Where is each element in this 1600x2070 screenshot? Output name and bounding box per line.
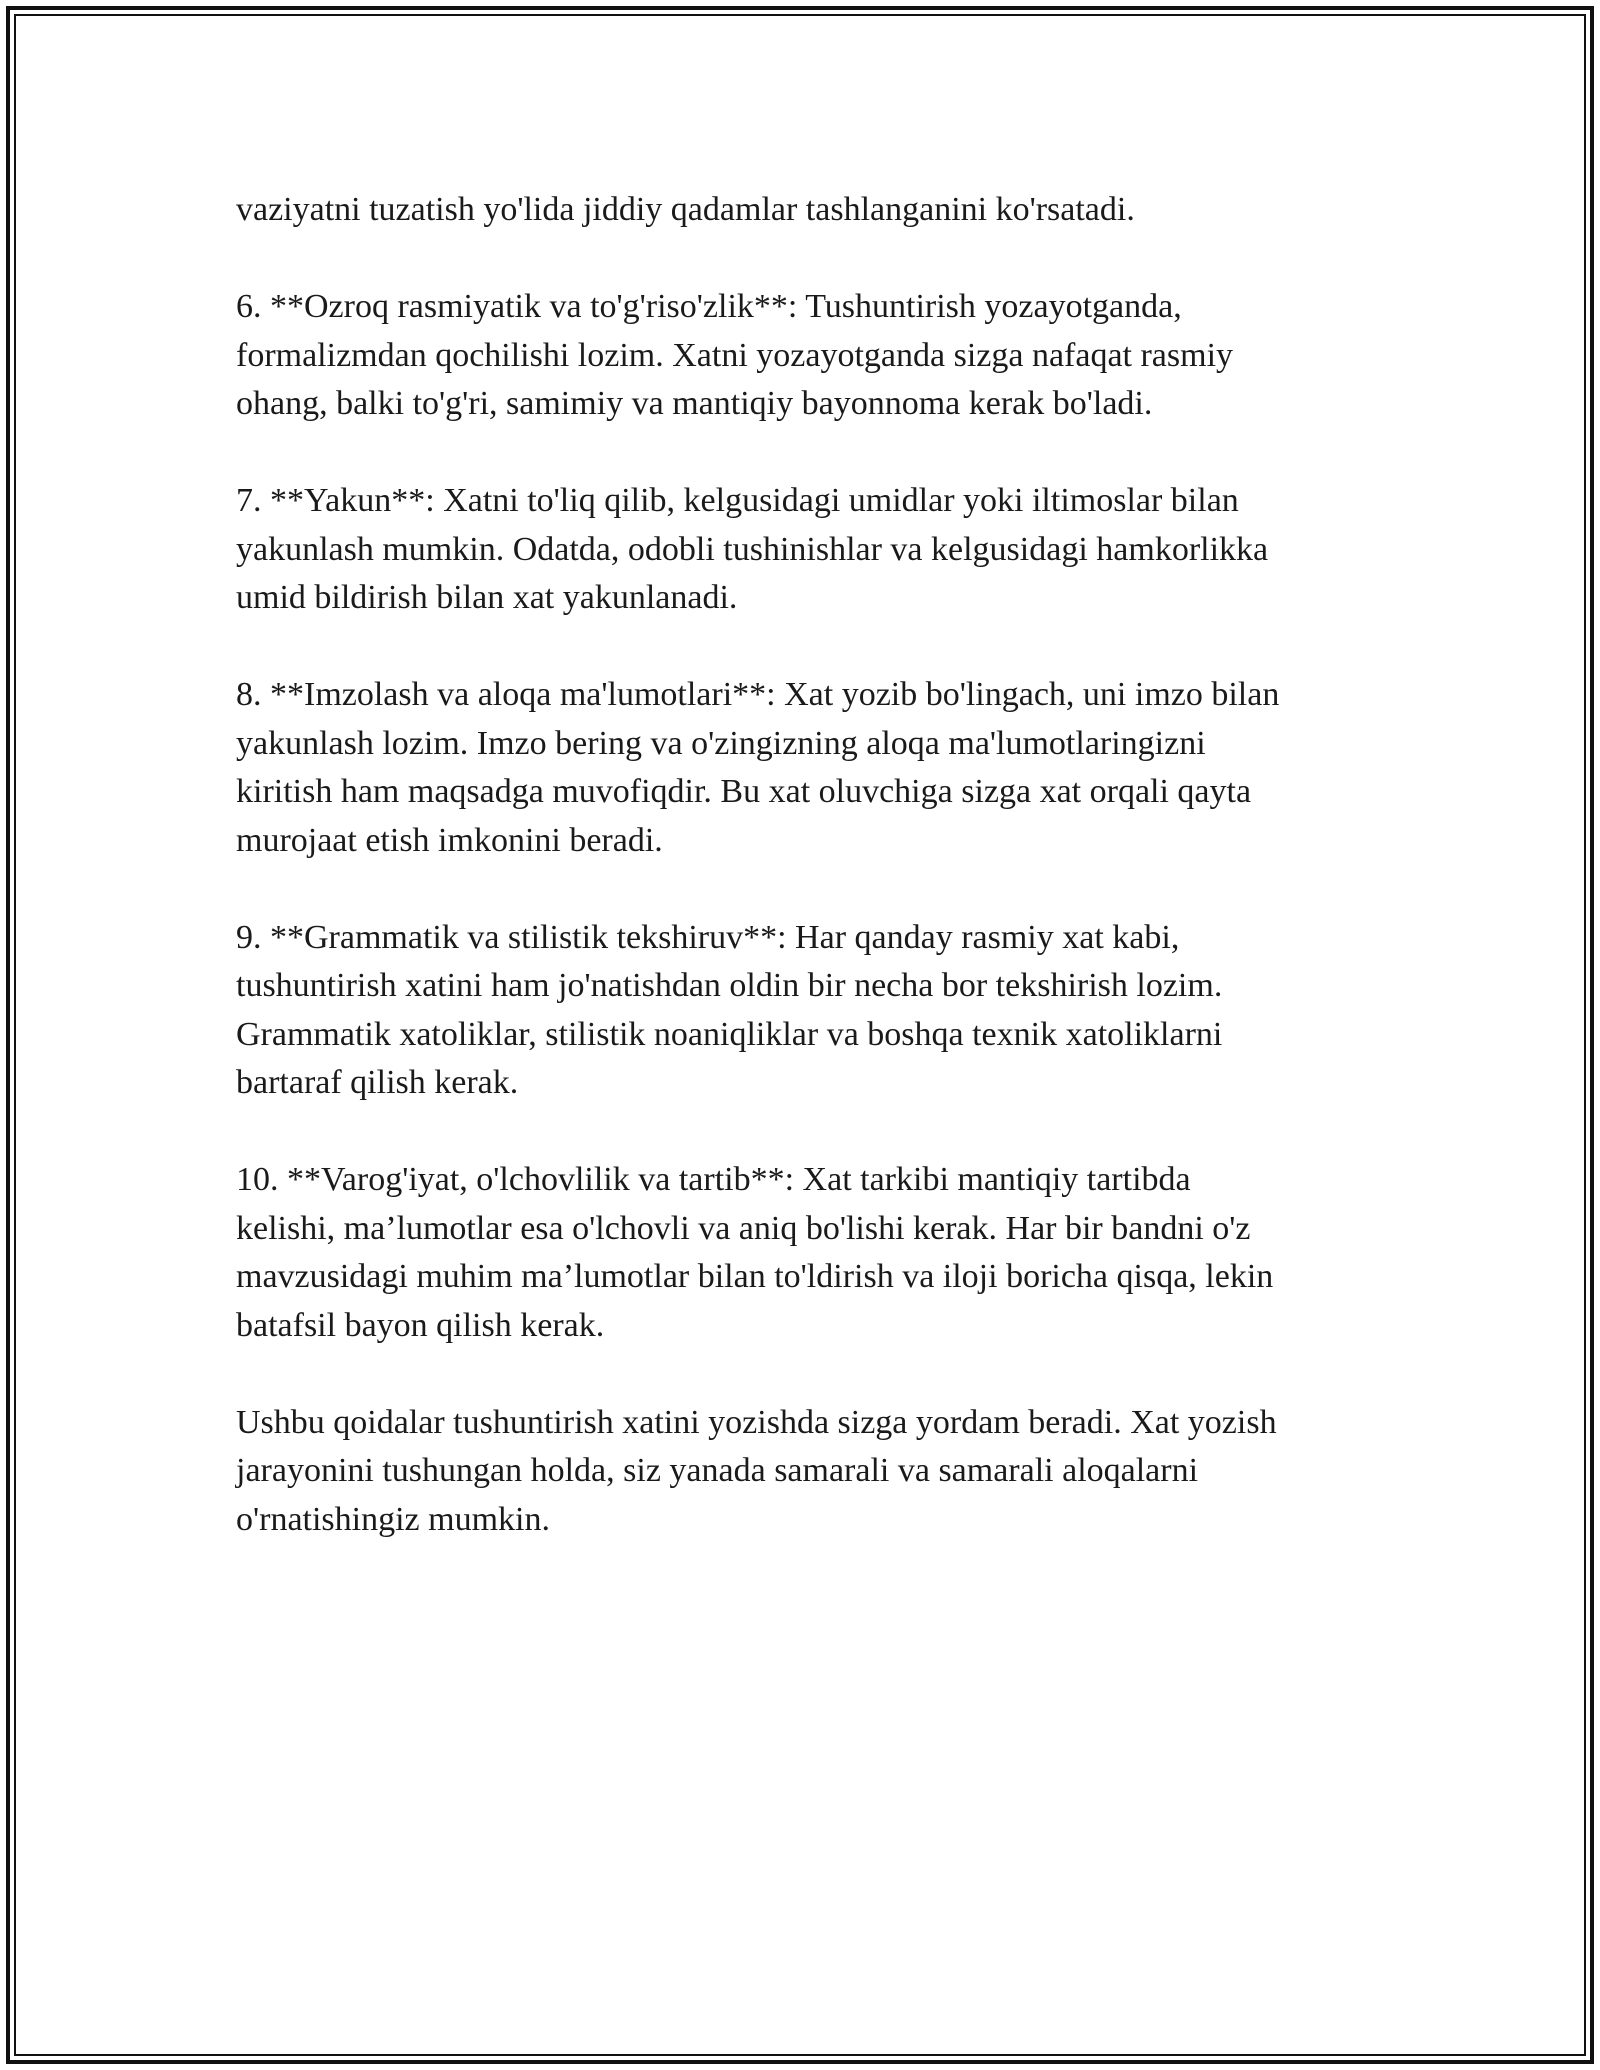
- paragraph-continuation: vaziyatni tuzatish yo'lida jiddiy qadamlar tashlanganini ko'rsatadi.: [236, 191, 1135, 228]
- list-item-6: 6. **Ozroq rasmiyatik va to'g'riso'zlik**: Tushuntirish yozayotganda, formalizmdan qochilishi lozim. Xatni yozayotganda sizga nafaqat rasmiy ohang, balki to'g'ri, samimiy va mantiqiy bayonnoma kerak bo'ladi.: [236, 288, 1234, 422]
- list-item-7: 7. **Yakun**: Xatni to'liq qilib, kelgusidagi umidlar yoki iltimoslar bilan yakunlash mumkin. Odatda, odobli tushinishlar va kelgusidagi hamkorlikka umid bildirish bilan xat yakunlanadi.: [236, 482, 1269, 616]
- list-item-8: 8. **Imzolash va aloqa ma'lumotlari**: Xat yozib bo'lingach, uni imzo bilan yakunlash lozim. Imzo bering va o'zingizning aloqa ma'lumotlaringizni kiritish ham maqsadga muvofiqdir. Bu xat oluvchiga sizga xat orqali qayta murojaat etish imkonini beradi.: [236, 676, 1280, 859]
- closing-paragraph: Ushbu qoidalar tushuntirish xatini yozishda sizga yordam beradi. Xat yozish jarayonini tushungan holda, siz yanada samarali va samarali aloqalarni o'rnatishingiz mumkin.: [236, 1403, 1277, 1538]
- list-item-10: 10. **Varog'iyat, o'lchovlilik va tartib**: Xat tarkibi mantiqiy tartibda kelishi, ma’lumotlar esa o'lchovli va aniq bo'lishi kerak. Har bir bandni o'z mavzusidagi muhim ma’lumotlar bilan to'ldirish va iloji boricha qisqa, lekin batafsil bayon qilish kerak.: [236, 1161, 1274, 1344]
- list-item-9: 9. **Grammatik va stilistik tekshiruv**: Har qanday rasmiy xat kabi, tushuntirish xatini ham jo'natishdan oldin bir necha bor tekshirish lozim. Grammatik xatoliklar, stilistik noaniqliklar va boshqa texnik xatoliklarni bartaraf qilish kerak.: [236, 918, 1223, 1101]
- document-body: [236, 186, 1376, 1593]
